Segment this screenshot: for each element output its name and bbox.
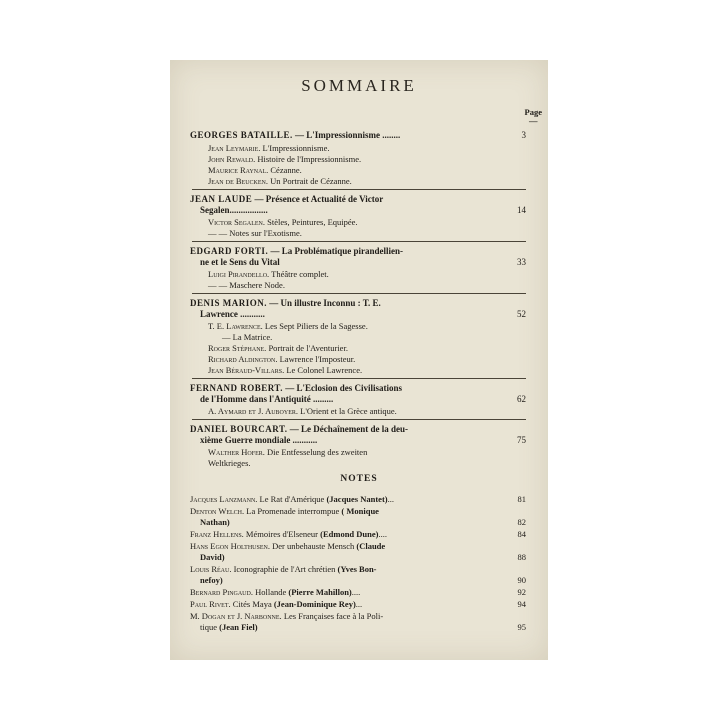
entry-line: JEAN LAUDE — Présence et Actualité de Victor bbox=[190, 194, 384, 204]
review-line: Richard Aldington. Lawrence l'Imposteur. bbox=[208, 354, 356, 364]
note-page: 84 bbox=[517, 529, 526, 539]
review-line: Roger Stéphane. Portrait de l'Aventurier. bbox=[208, 343, 348, 353]
entry-page: 52 bbox=[517, 309, 526, 319]
page-title: SOMMAIRE bbox=[301, 76, 417, 95]
note-line: Hans Egon Holthusen. Der unbehauste Mensch (Claude bbox=[190, 541, 386, 551]
note-line: Denton Welch. La Promenade interrompue ( Monique bbox=[190, 506, 379, 516]
review-line: Jean de Beucken. Un Portrait de Cézanne. bbox=[208, 176, 352, 186]
divider bbox=[192, 293, 526, 294]
notes-title: NOTES bbox=[340, 474, 378, 484]
divider bbox=[192, 378, 526, 379]
table-of-contents-page bbox=[170, 60, 548, 660]
review-line: T. E. Lawrence. Les Sept Piliers de la Sagesse. bbox=[208, 321, 368, 331]
page-column-header bbox=[525, 108, 542, 126]
review-line: Luigi Pirandello. Théâtre complet. bbox=[208, 269, 329, 279]
review-line: — — Notes sur l'Exotisme. bbox=[208, 228, 302, 238]
entry-line: DENIS MARION. — Un illustre Inconnu : T. E. bbox=[190, 298, 381, 308]
note-page: 81 bbox=[517, 494, 526, 504]
divider bbox=[192, 189, 526, 190]
review-line: Walther Hofer. Die Entfesselung des zweiten bbox=[208, 447, 368, 457]
entry-line-continued: Lawrence ........... 52 bbox=[200, 309, 526, 319]
entry-line: DANIEL BOURCART. — Le Déchaînement de la deu- bbox=[190, 424, 409, 434]
note-line-continued: Nathan) 82 bbox=[200, 517, 526, 527]
note-page: 90 bbox=[517, 575, 526, 585]
page-header-dash: — bbox=[529, 116, 538, 126]
review-line: Maurice Raynal. Cézanne. bbox=[208, 165, 302, 175]
divider bbox=[192, 241, 526, 242]
note-page: 92 bbox=[517, 587, 526, 597]
review-line: — La Matrice. bbox=[222, 332, 273, 342]
note-page: 95 bbox=[517, 622, 526, 632]
review-line: John Rewald. Histoire de l'Impressionnisme. bbox=[208, 154, 362, 164]
note-page: 88 bbox=[517, 552, 526, 562]
entry-page: 14 bbox=[517, 205, 526, 215]
review-line-continued: Weltkrieges. bbox=[208, 458, 251, 468]
note-line: Louis Réau. Iconographie de l'Art chrétien (Yves Bon- bbox=[190, 564, 377, 574]
note-line: Paul Rivet. Cités Maya (Jean-Dominique Rey)... 94 bbox=[190, 599, 526, 609]
entry-line: FERNAND ROBERT. — L'Eclosion des Civilisations bbox=[190, 383, 403, 393]
note-line: Franz Hellens. Mémoires d'Elseneur (Edmond Dune).... 84 bbox=[190, 529, 526, 539]
entry-page: 33 bbox=[517, 257, 526, 267]
note-line-continued: tique (Jean Fiel) 95 bbox=[200, 622, 526, 632]
page-header-label: Page bbox=[524, 107, 542, 117]
note-line: Bernard Pingaud. Hollande (Pierre Mahillon).... 92 bbox=[190, 587, 526, 597]
entry-line-continued: Segalen................. 14 bbox=[200, 205, 526, 215]
entry-page: 62 bbox=[517, 394, 526, 404]
review-line: Victor Segalen. Stèles, Peintures, Equipée. bbox=[208, 217, 358, 227]
entry-line-continued: de l'Homme dans l'Antiquité ......... 62 bbox=[200, 394, 526, 404]
entry-article: — L'Impressionnisme ........ bbox=[292, 130, 401, 140]
entry-line-continued: xième Guerre mondiale ........... 75 bbox=[200, 435, 526, 445]
entry-line bbox=[190, 130, 526, 140]
divider bbox=[192, 419, 526, 420]
entry-author: GEORGES BATAILLE. bbox=[190, 130, 293, 140]
review-line: Jean Leymarie. L'Impressionnisme. bbox=[208, 143, 330, 153]
note-page: 82 bbox=[517, 517, 526, 527]
entry-line: EDGARD FORTI. — La Problématique pirandellien- bbox=[190, 246, 404, 256]
entry-line-continued: ne et le Sens du Vital 33 bbox=[200, 257, 526, 267]
note-line-continued: nefoy) 90 bbox=[200, 575, 526, 585]
review-line: A. Aymard et J. Auboyer. L'Orient et la Grèce antique. bbox=[208, 406, 397, 416]
note-line: Jacques Lanzmann. Le Rat d'Amérique (Jacques Nantet)... 81 bbox=[190, 494, 526, 504]
entry-page: 3 bbox=[521, 130, 526, 140]
note-line: M. Dogan et J. Narbonne. Les Françaises face à la Poli- bbox=[190, 611, 384, 621]
note-line-continued: David) 88 bbox=[200, 552, 526, 562]
review-line: Jean Béraud-Villars. Le Colonel Lawrence. bbox=[208, 365, 363, 375]
entry-page: 75 bbox=[517, 435, 526, 445]
note-page: 94 bbox=[517, 599, 526, 609]
review-line: — — Maschere Node. bbox=[208, 280, 285, 290]
